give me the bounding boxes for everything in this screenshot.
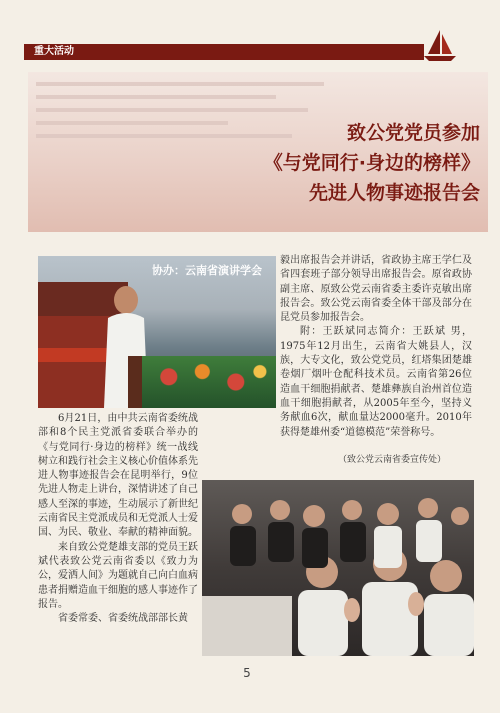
- left-text-column: [38, 412, 198, 626]
- left-paragraph-1: 6月21日，由中共云南省委统战部和8个民主党派省委联合举办的《与党同行·身边的榜样》统一战线树立和践行社会主义核心价值体系先进人物事迹报告会在昆明举行，9位先进人物走上讲台，深情讲述了自己感人至深的事迹，生动展示了新世纪云南省民主党派成员和无党派人士爱国、为民、敬业、奉献的精神面貌。: [38, 413, 198, 539]
- title-line-1: 致公党党员参加: [346, 122, 480, 144]
- right-text-column: [280, 254, 472, 440]
- flower-arrangement: [142, 356, 276, 408]
- right-paragraph-1: 毅出席报告会并讲话，省政协主席王学仁及省四套班子部分领导出席报告会。原省政协副主席、原致公党云南省委主委许克敏出席报告会。致公党云南省委全体干部及部分在昆党员参加报告会。: [280, 255, 472, 324]
- page-number: 5: [243, 666, 251, 680]
- title-line-3: 先进人物事迹报告会: [308, 182, 480, 204]
- left-paragraph-3: 省委常委、省委统战部部长黄: [58, 613, 188, 625]
- section-header-bar: [24, 44, 424, 60]
- title-line-2: 《与党同行·身边的榜样》: [263, 152, 480, 174]
- article-title: [150, 118, 480, 208]
- section-label: 重大活动: [34, 46, 74, 57]
- speaker-photo: [38, 256, 276, 408]
- audience-figures: [202, 480, 474, 656]
- sailboat-logo-icon: [420, 28, 460, 64]
- photo-caption: 协办：云南省演讲学会: [152, 264, 262, 277]
- left-paragraph-2: 来自致公党楚雄支部的党员王跃斌代表致公党云南省委以《致力为公，爱洒人间》为题就自己向白血病患者捐赠造血干细胞的感人事迹作了报告。: [38, 541, 198, 610]
- right-paragraph-2: 附：王跃斌同志简介：王跃斌 男，1975年12月出生，云南省大姚县人，汉族，大专文化，致公党党员，红塔集团楚雄卷烟厂烟叶仓配科技术员。云南省第26位造血干细胞捐献者、楚雄彝族自治州首位造血干细胞捐献者，从2005年至今，坚持义务献血6次，献血量达2000毫升。2010年获得楚雄州委“道德模范”荣誉称号。: [280, 326, 472, 438]
- audience-photo: [202, 480, 474, 656]
- article-byline: （致公党云南省委宣传处）: [338, 455, 447, 465]
